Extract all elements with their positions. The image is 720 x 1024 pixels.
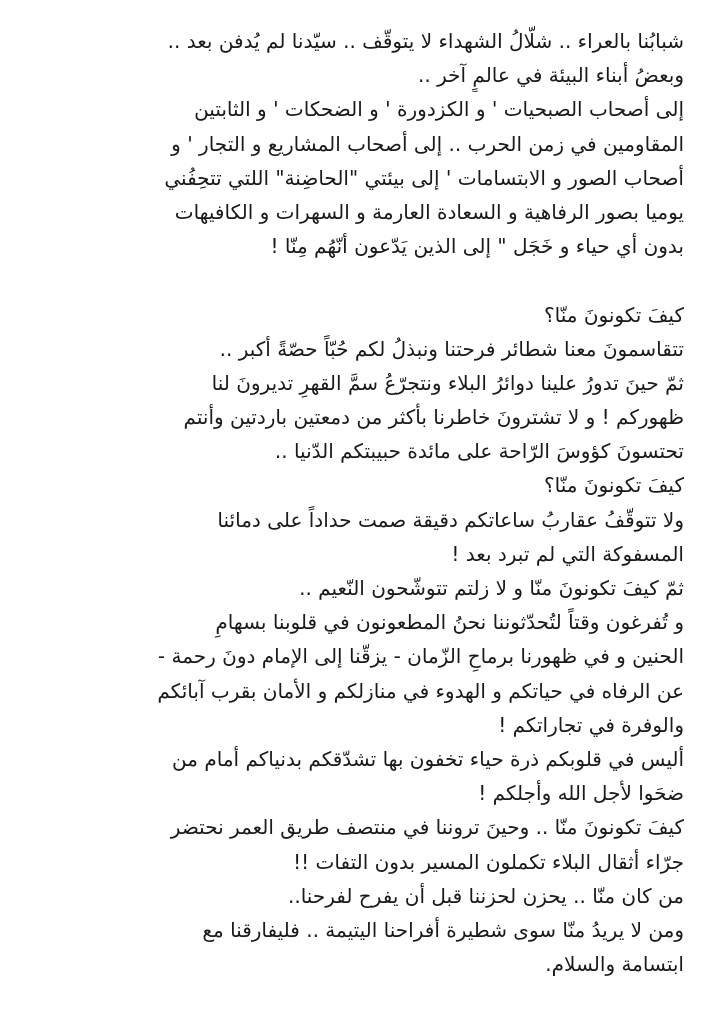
text-line: إلى أصحاب الصبحيات ' و الكزدورة ' و الضحكات ' و الثابتين	[194, 97, 684, 122]
text-line: تحتسونَ كؤوسَ الرّاحة على مائدة حبيبتكم الدّنيا ..	[274, 439, 684, 464]
text-line: ضحَوا لأجل الله وأجلكم !	[478, 781, 684, 806]
text-line: الحنين و في ظهورنا برماحِ الزّمان - يزقّنا إلى الإمام دونَ رحمة -	[157, 644, 684, 669]
text-line: بدون أي حياء و خَجَل " إلى الذين يَدّعون أنّهُم مِنّا !	[270, 234, 684, 259]
text-line: و تُفرغون وقتاً لتُحدّثوننا نحنُ المطعونون في قلوبنا بسهامِ	[215, 610, 684, 635]
text-line: ابتسامة والسلام.	[545, 952, 684, 977]
text-line: من كان منّا .. يحزن لحزننا قبل أن يفرح لفرحنا..	[287, 883, 684, 908]
text-line: أليس في قلوبكم ذرة حياء تخفون بها تشدّقكم بدنياكم أمام من	[172, 746, 684, 771]
text-line: ثمّ كيفَ تكونونَ منّا و لا زلتم تتوشّحون النّعيم ..	[299, 576, 684, 600]
text-line: كيفَ تكونونَ منّا؟	[544, 473, 684, 498]
text-line: والوفرة في تجاراتكم !	[498, 712, 684, 737]
text-line: يوميا بصور الرفاهية و السعادة العارمة و السهرات و الكافيهات	[174, 199, 684, 224]
text-line: ومن لا يريدُ منّا سوى شطيرة أفراحنا اليتيمة .. فليفارقنا مع	[202, 917, 684, 942]
text-line: تتقاسمونَ معنا شطائر فرحتنا ونبذلُ لكم حُبّاً حصّةً أكبر ..	[219, 336, 684, 361]
text-line: المقاومين في زمن الحرب .. إلى أصحاب المشاريع و التجار ' و	[171, 131, 684, 156]
blank-line	[24, 263, 684, 297]
article-body	[24, 24, 684, 981]
text-line: كيفَ تكونونَ منّا .. وحينَ تروننا في منتصف طريق العمر نحتضر	[170, 815, 684, 840]
text-line: شبابُنا بالعراء .. شلّالُ الشهداء لا يتوقّف .. سيّدنا لم يُدفن بعد ..	[167, 29, 684, 53]
text-line: جرّاء أثقال البلاء تكملون المسير بدون التفات !!	[293, 849, 684, 874]
text-line: عن الرفاه في حياتكم و الهدوء في منازلكم و الأمان بقرب آبائكم	[157, 678, 684, 703]
text-line: ولا تتوقّفُ عقاربُ ساعاتكم دقيقة صمت حداداً على دمائنا	[217, 507, 684, 532]
text-line: أصحاب الصور و الابتسامات ' إلى بيئتي "الحاضِنة" اللتي تتحِفُني	[164, 165, 684, 190]
text-line: ثمّ حينَ تدورُ علينا دوائرُ البلاء ونتجرّعُ سمَّ القهرِ تديرونَ لنا	[211, 370, 684, 395]
text-line: كيفَ تكونونَ منّا؟	[544, 302, 684, 327]
text-line: وبعضُ أبناء البيئة في عالمٍ آخر ..	[418, 63, 684, 88]
text-line: المسفوكة التي لم تبرد بعد !	[451, 541, 684, 566]
text-line: ظهوركم ! و لا تشترونَ خاطرنا بأكثر من دمعتين باردتين وأنتم	[183, 405, 684, 430]
